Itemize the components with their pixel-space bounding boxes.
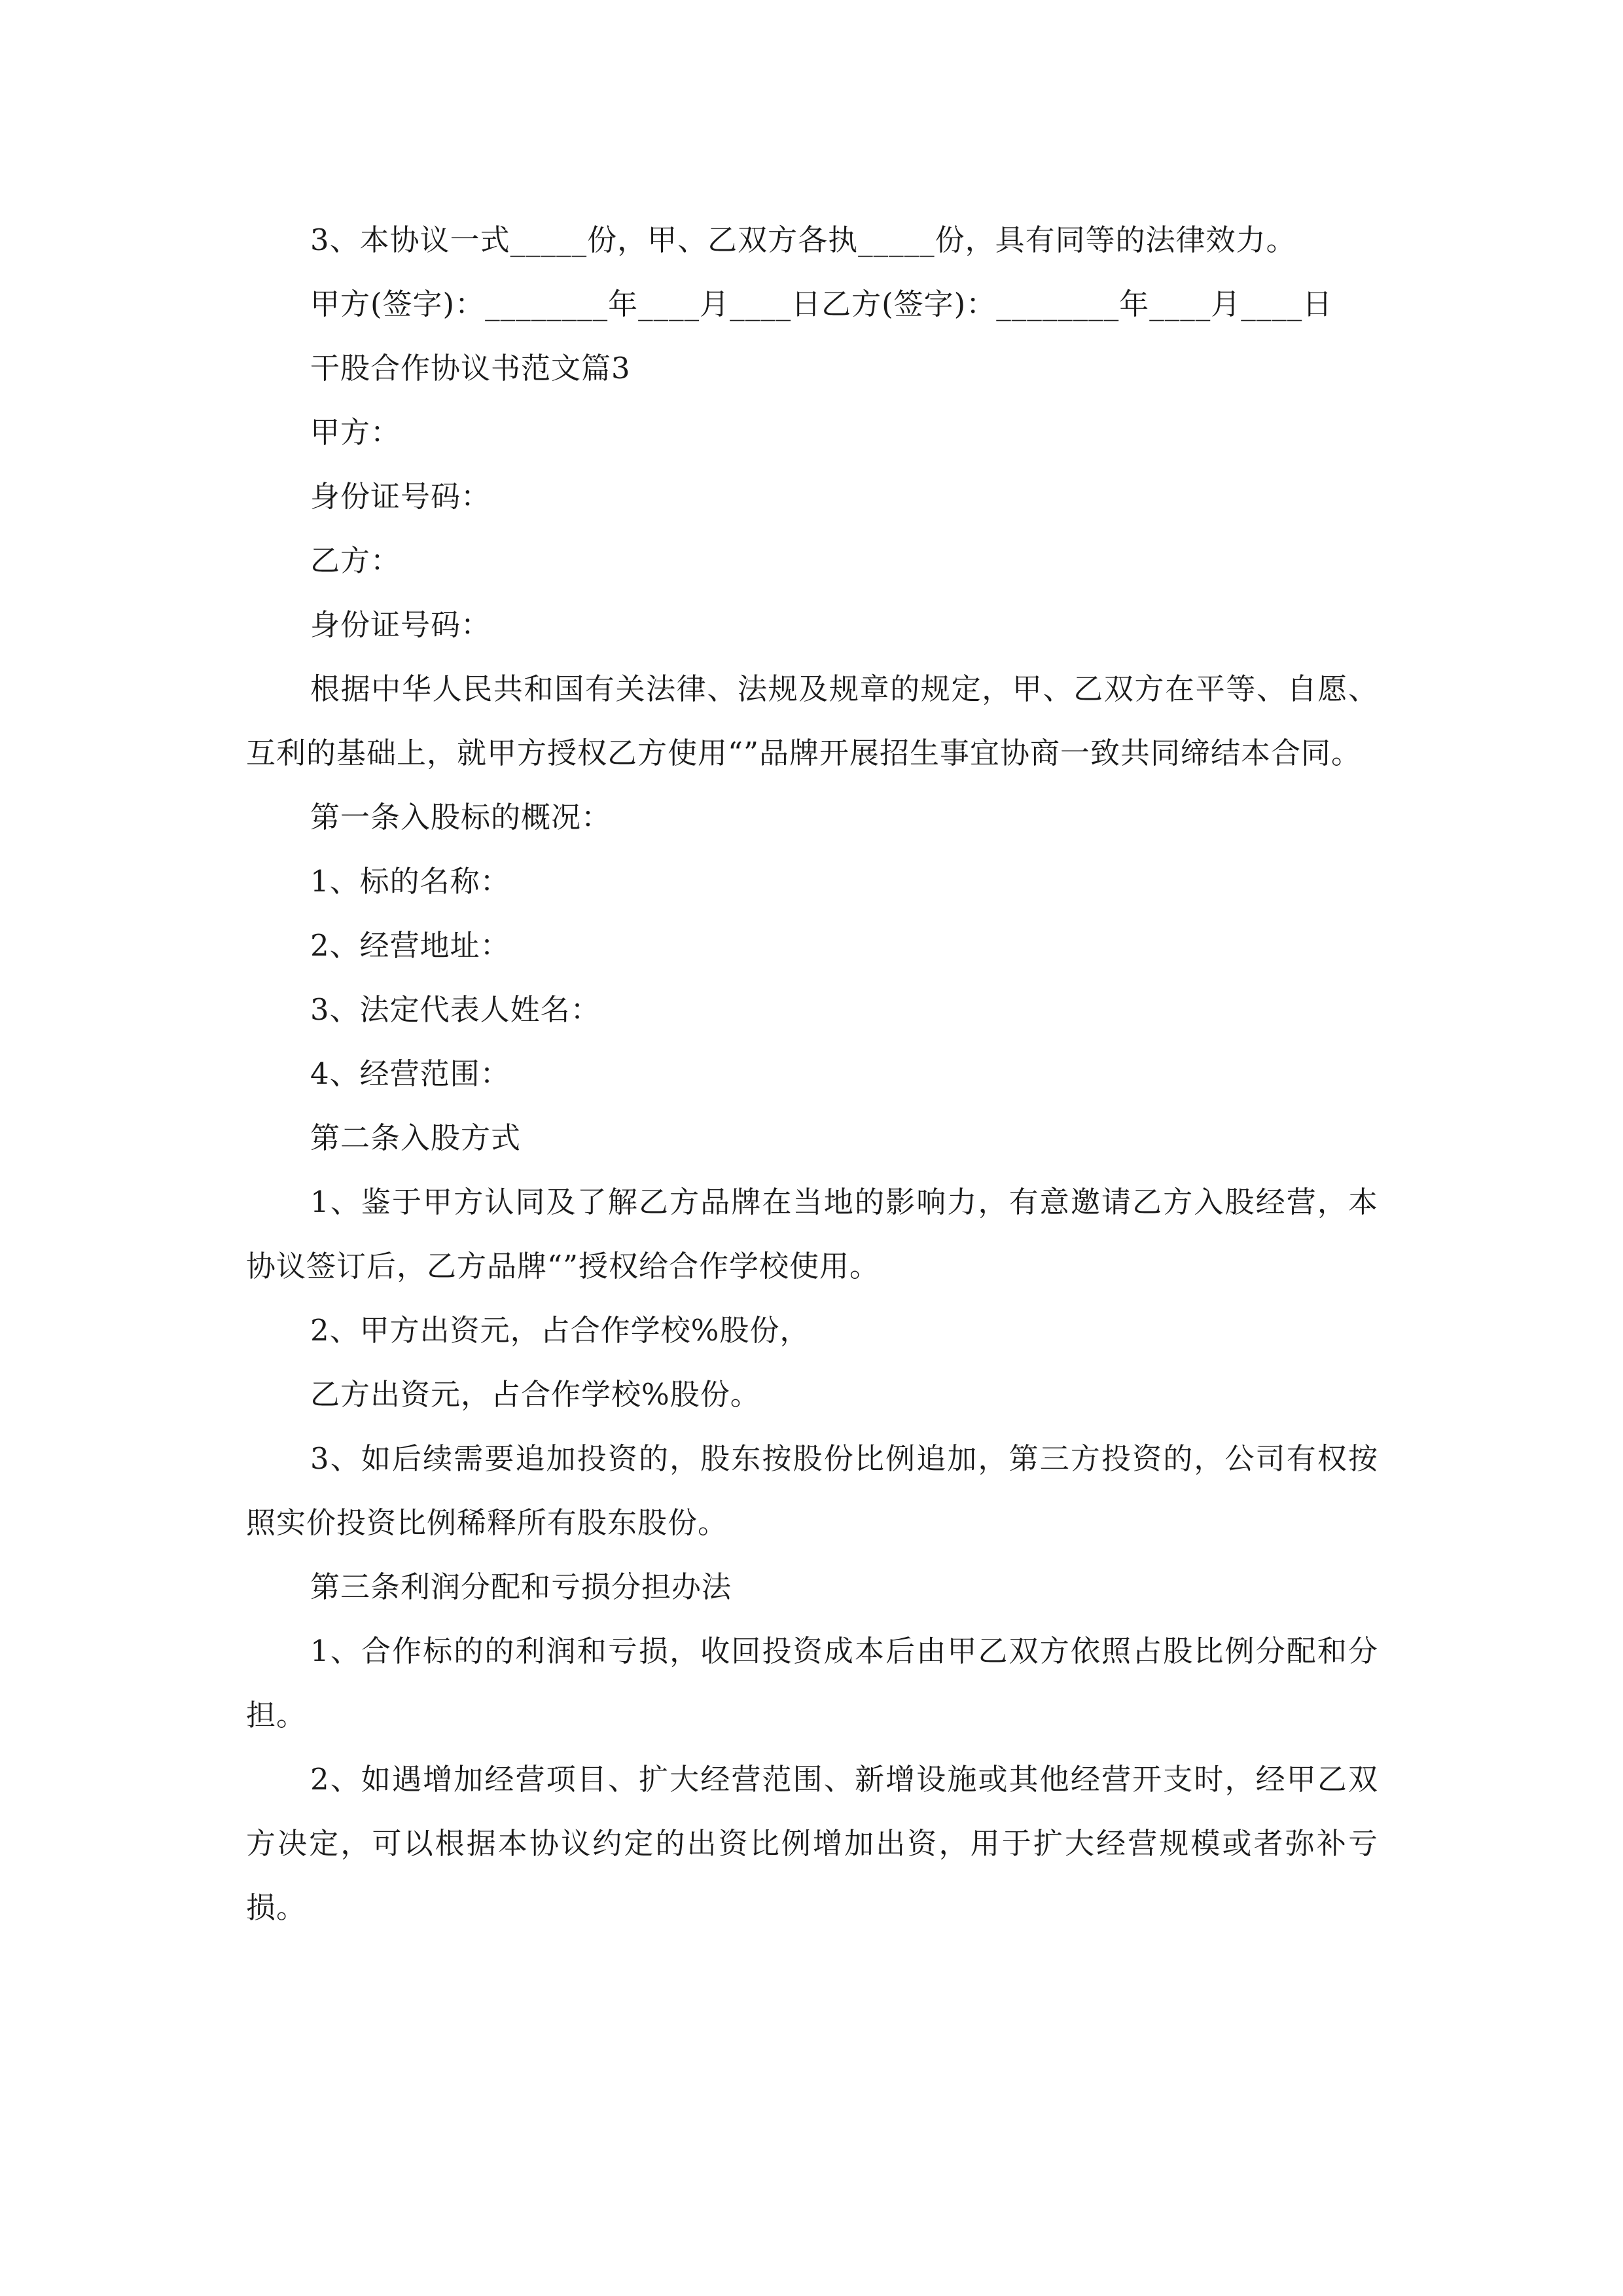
article-1-heading: 第一条入股标的概况：	[310, 800, 612, 834]
article-2-item-3: 3、如后续需要追加投资的，股东按股份比例追加，第三方投资的，公司有权按照实价投资比例稀释所有股东股份。	[246, 1441, 1378, 1540]
party-a-label: 甲方：	[310, 415, 401, 450]
signature-line: 甲方(签字)：________年____月____日乙方(签字)：________年____月____日	[310, 287, 1333, 321]
clause-copies: 3、本协议一式_____份，甲、乙双方各执_____份，具有同等的法律效力。	[310, 223, 1296, 257]
document-body	[246, 208, 1378, 1940]
article-1-item-3: 3、法定代表人姓名：	[310, 992, 601, 1027]
article-2-item-2: 2、甲方出资元，占合作学校%股份，	[310, 1313, 810, 1348]
article-1-item-1: 1、标的名称：	[310, 864, 510, 899]
article-3-item-2: 2、如遇增加经营项目、扩大经营范围、新增设施或其他经营开支时，经甲乙双方决定，可以根据本协议约定的出资比例增加出资，用于扩大经营规模或者弥补亏损。	[246, 1762, 1378, 1925]
article-3-heading: 第三条利润分配和亏损分担办法	[310, 1570, 732, 1604]
article-1-item-2: 2、经营地址：	[310, 928, 510, 963]
article-3-item-1: 1、合作标的的利润和亏损，收回投资成本后由甲乙双方依照占股比例分配和分担。	[246, 1634, 1378, 1732]
article-2-heading: 第二条入股方式	[310, 1121, 522, 1155]
article-1-item-4: 4、经营范围：	[310, 1056, 510, 1091]
article-2-item-1: 1、鉴于甲方认同及了解乙方品牌在当地的影响力，有意邀请乙方入股经营，本协议签订后，乙方品牌“”授权给合作学校使用。	[246, 1185, 1378, 1283]
party-a-id-label: 身份证号码：	[310, 479, 491, 514]
article-2-item-2-cont: 乙方出资元，占合作学校%股份。	[310, 1377, 760, 1412]
preamble: 根据中华人民共和国有关法律、法规及规章的规定，甲、乙双方在平等、自愿、互利的基础上，就甲方授权乙方使用“”品牌开展招生事宜协商一致共同缔结本合同。	[246, 672, 1378, 770]
section-title: 干股合作协议书范文篇3	[310, 351, 631, 386]
party-b-id-label: 身份证号码：	[310, 607, 491, 642]
party-b-label: 乙方：	[310, 543, 401, 578]
